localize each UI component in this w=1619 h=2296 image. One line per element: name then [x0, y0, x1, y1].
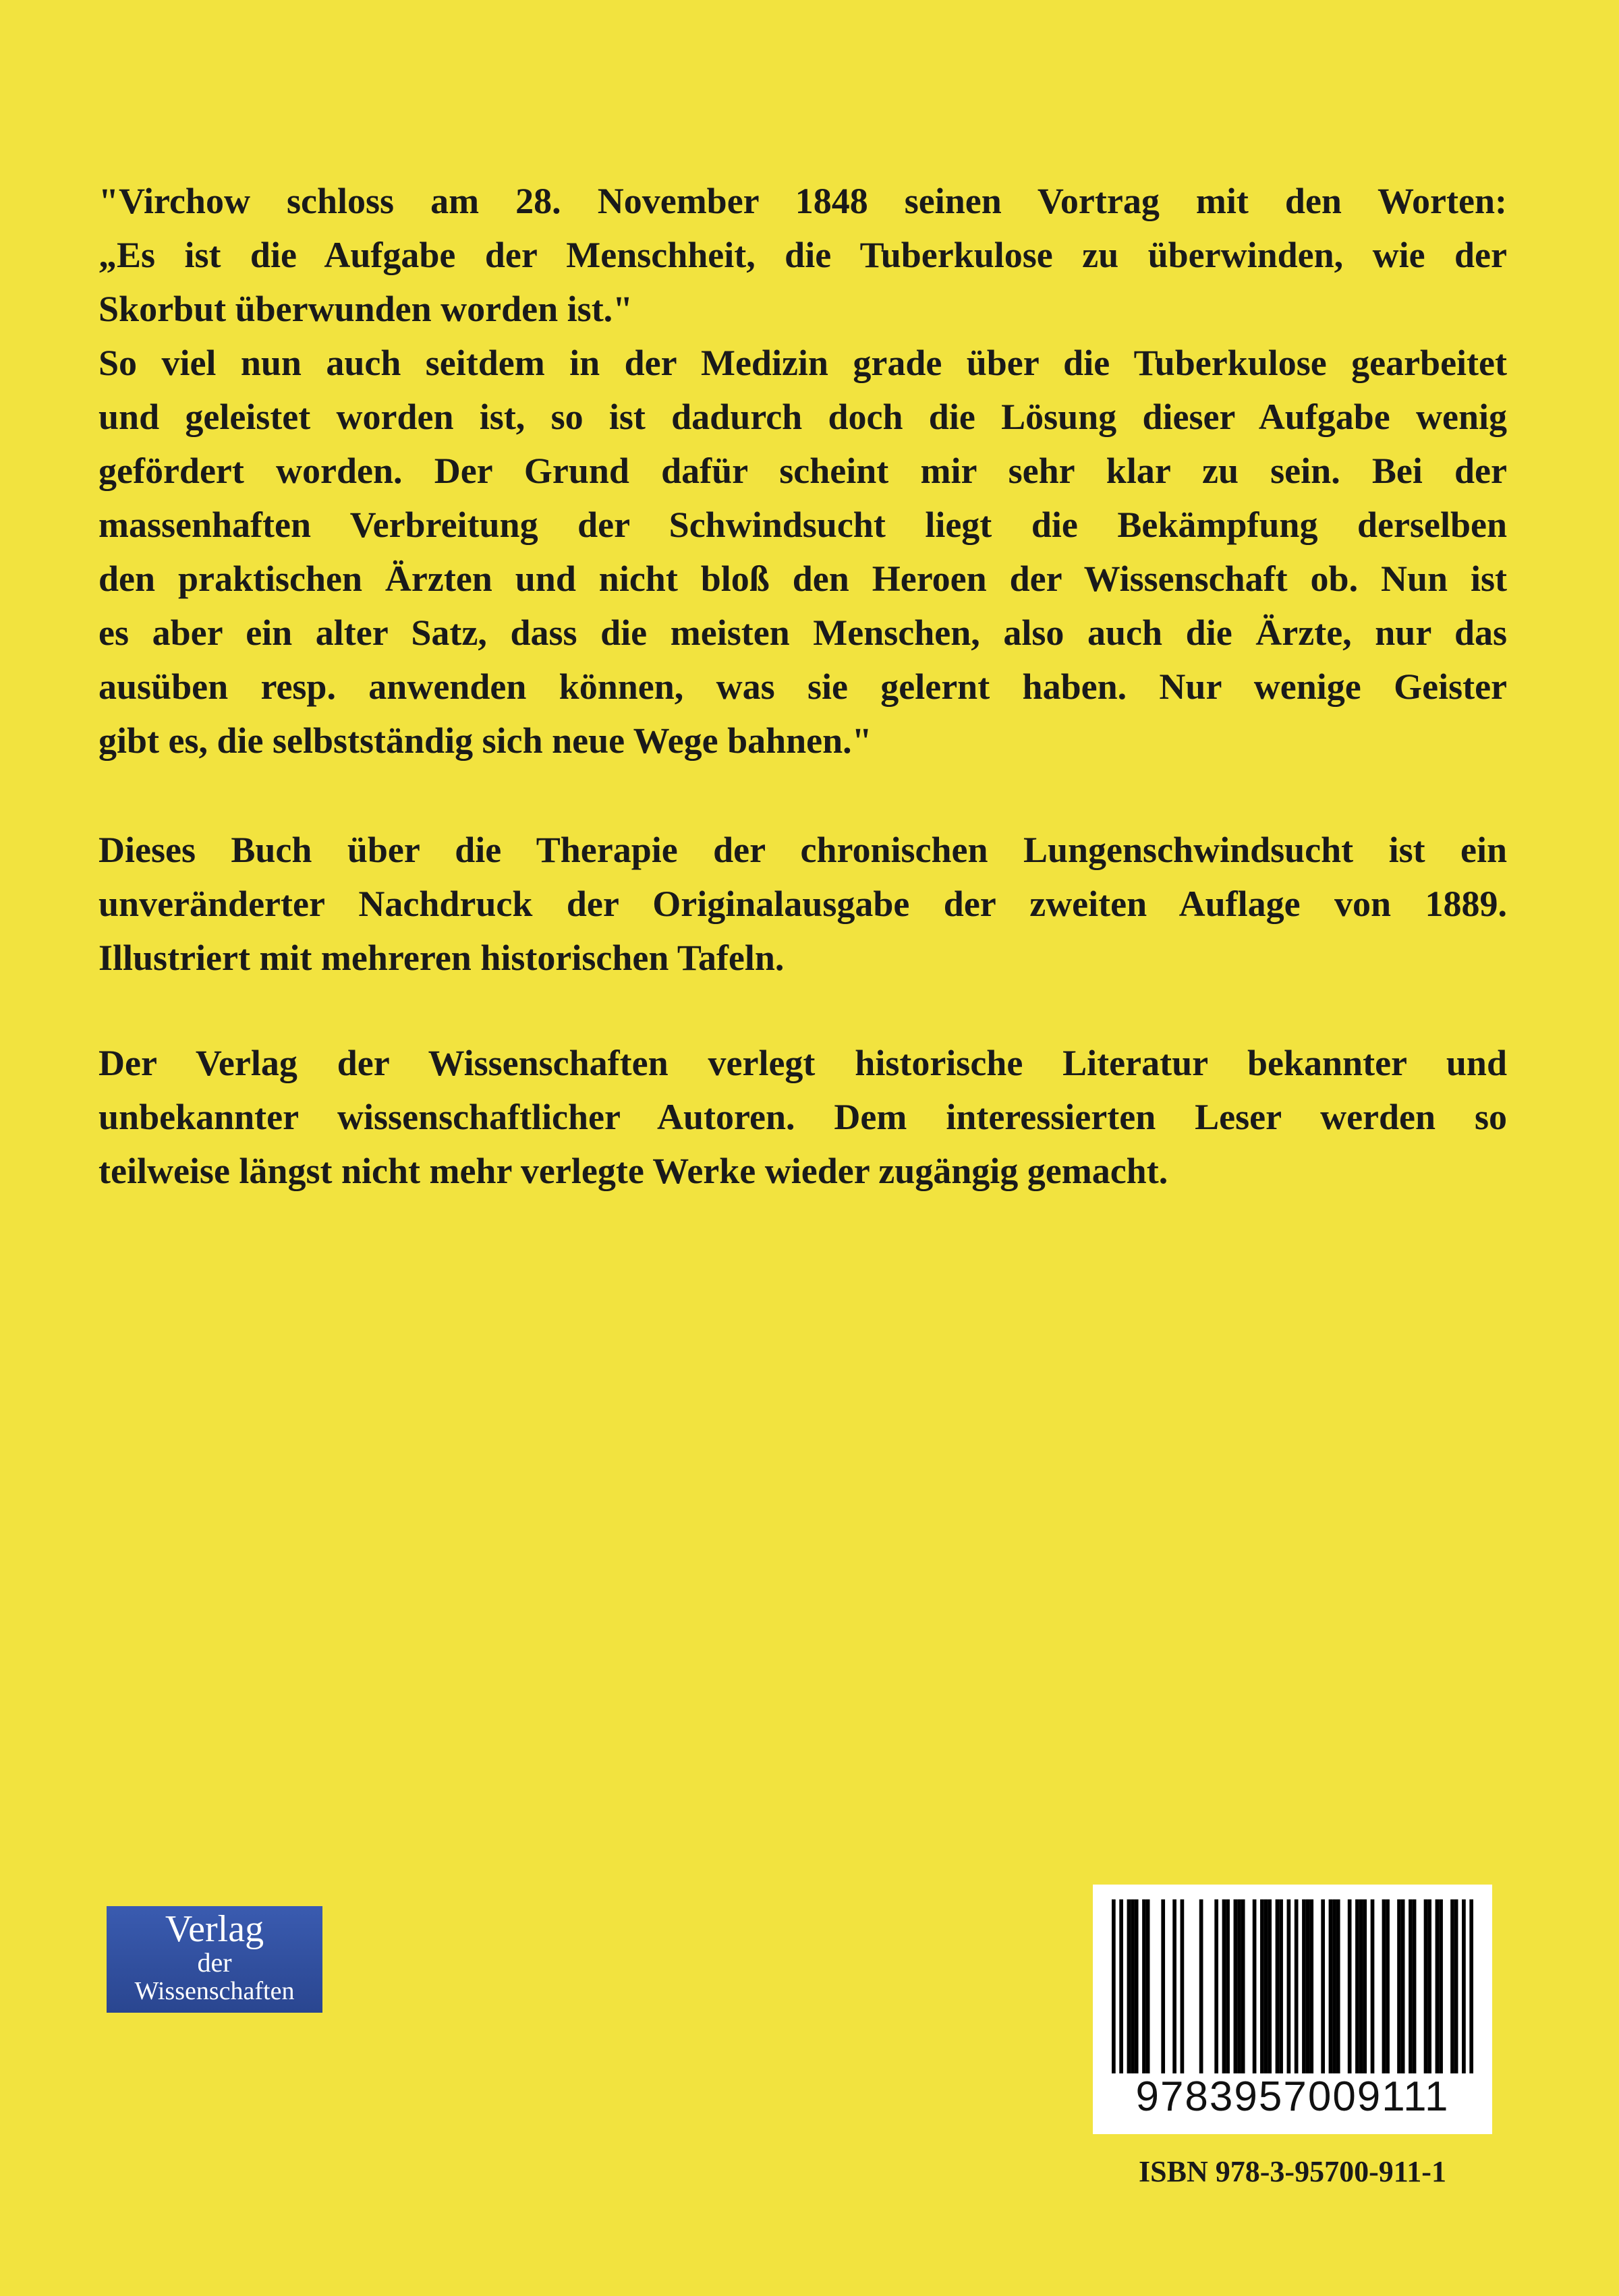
barcode-digits: 9783957009111	[1135, 2073, 1450, 2120]
publisher-logo	[107, 1906, 322, 2013]
quote-paragraph	[98, 174, 1507, 768]
barcode-bar	[1279, 1899, 1283, 2073]
text-line: unbekannter wissenschaftlicher Autoren. Dem interessierten Leser werden so	[98, 1097, 1507, 1137]
text-line: „Es ist die Aufgabe der Menschheit, die Tuberkulose zu überwinden, wie der	[98, 235, 1507, 275]
barcode-bar	[1161, 1899, 1165, 2073]
barcode	[1093, 1885, 1492, 2134]
logo-line-der: der	[197, 1947, 232, 1978]
text-line: So viel nun auch seitdem in der Medizin grade über die Tuberkulose gearbeitet	[98, 343, 1507, 383]
text-line: und geleistet worden ist, so ist dadurch doch die Lösung dieser Aufgabe wenig	[98, 397, 1507, 437]
text-line: Der Verlag der Wissenschaften verlegt historische Literatur bekannter und	[98, 1043, 1507, 1083]
logo-line-verlag: Verlag	[165, 1908, 264, 1950]
text-line: es aber ein alter Satz, dass die meisten Menschen, also auch die Ärzte, nur das	[98, 612, 1507, 653]
barcode-bar	[1348, 1899, 1352, 2073]
text-line: teilweise längst nicht mehr verlegte Werke wieder zugängig gemacht.	[98, 1151, 1168, 1191]
isbn-label: ISBN 978-3-95700-911-1	[1139, 2155, 1446, 2188]
barcode-bar	[1302, 1899, 1306, 2073]
barcode-bar	[1401, 1899, 1405, 2073]
barcode-bar	[1427, 1899, 1431, 2073]
barcode-bar	[1439, 1899, 1443, 2073]
barcode-bar	[1234, 1899, 1238, 2073]
barcode-bar	[1112, 1899, 1116, 2073]
barcode-bar	[1119, 1899, 1123, 2073]
barcode-bar	[1363, 1899, 1367, 2073]
barcode-bar	[1336, 1899, 1340, 2073]
barcode-bar	[1237, 1899, 1241, 2073]
barcode-bar	[1309, 1899, 1313, 2073]
text-line: Skorbut überwunden worden ist."	[98, 289, 633, 329]
barcode-bar	[1355, 1899, 1359, 2073]
text-line: Dieses Buch über die Therapie der chronischen Lungenschwindsucht ist ein	[98, 830, 1507, 870]
barcode-bar	[1332, 1899, 1336, 2073]
barcode-bar	[1469, 1899, 1473, 2073]
book-description-paragraph	[98, 823, 1507, 985]
barcode-bar	[1371, 1899, 1375, 2073]
text-line: unveränderter Nachdruck der Originalausgabe der zweiten Auflage von 1889.	[98, 884, 1507, 924]
barcode-bar	[1142, 1899, 1146, 2073]
text-line: gefördert worden. Der Grund dafür scheint mir sehr klar zu sein. Bei der	[98, 451, 1507, 491]
barcode-bar	[1214, 1899, 1218, 2073]
barcode-bar	[1264, 1899, 1268, 2073]
text-line: den praktischen Ärzten und nicht bloß den Heroen der Wissenschaft ob. Nun ist	[98, 558, 1507, 599]
barcode-bar	[1454, 1899, 1458, 2073]
text-line: Illustriert mit mehreren historischen Tafeln.	[98, 938, 785, 978]
barcode-bar	[1450, 1899, 1454, 2073]
barcode-bar	[1413, 1899, 1417, 2073]
barcode-bar	[1199, 1899, 1203, 2073]
barcode-bar	[1321, 1899, 1325, 2073]
barcode-bar	[1462, 1899, 1466, 2073]
barcode-bar	[1135, 1899, 1139, 2073]
barcode-bar	[1386, 1899, 1390, 2073]
barcode-bar	[1382, 1899, 1386, 2073]
barcode-bar	[1268, 1899, 1272, 2073]
barcode-bar	[1260, 1899, 1264, 2073]
barcode-bar	[1359, 1899, 1363, 2073]
barcode-bar	[1397, 1899, 1401, 2073]
barcode-bar	[1222, 1899, 1226, 2073]
barcode-bar	[1146, 1899, 1150, 2073]
logo-line-wissenschaften: Wissenschaften	[134, 1977, 295, 2005]
barcode-bar	[1131, 1899, 1135, 2073]
text-line: massenhaften Verbreitung der Schwindsucht liegt die Bekämpfung derselben	[98, 505, 1507, 545]
text-line: ausüben resp. anwenden können, was sie gelernt haben. Nur wenige Geister	[98, 666, 1507, 707]
barcode-bar	[1226, 1899, 1230, 2073]
barcode-bar	[1436, 1899, 1440, 2073]
barcode-bar	[1329, 1899, 1333, 2073]
barcode-bar	[1306, 1899, 1310, 2073]
barcode-bars	[1112, 1899, 1473, 2073]
barcode-bar	[1295, 1899, 1299, 2073]
publisher-description-paragraph	[98, 1036, 1507, 1198]
barcode-bar	[1424, 1899, 1428, 2073]
barcode-bar	[1276, 1899, 1280, 2073]
barcode-bar	[1181, 1899, 1185, 2073]
text-line: gibt es, die selbstständig sich neue Wege bahnen."	[98, 720, 872, 761]
barcode-bar	[1241, 1899, 1245, 2073]
barcode-bar	[1127, 1899, 1131, 2073]
barcode-bar	[1287, 1899, 1291, 2073]
barcode-bar	[1172, 1899, 1176, 2073]
text-line: "Virchow schloss am 28. November 1848 seinen Vortrag mit den Worten:	[98, 181, 1507, 221]
barcode-bar	[1253, 1899, 1257, 2073]
barcode-bar	[1409, 1899, 1413, 2073]
